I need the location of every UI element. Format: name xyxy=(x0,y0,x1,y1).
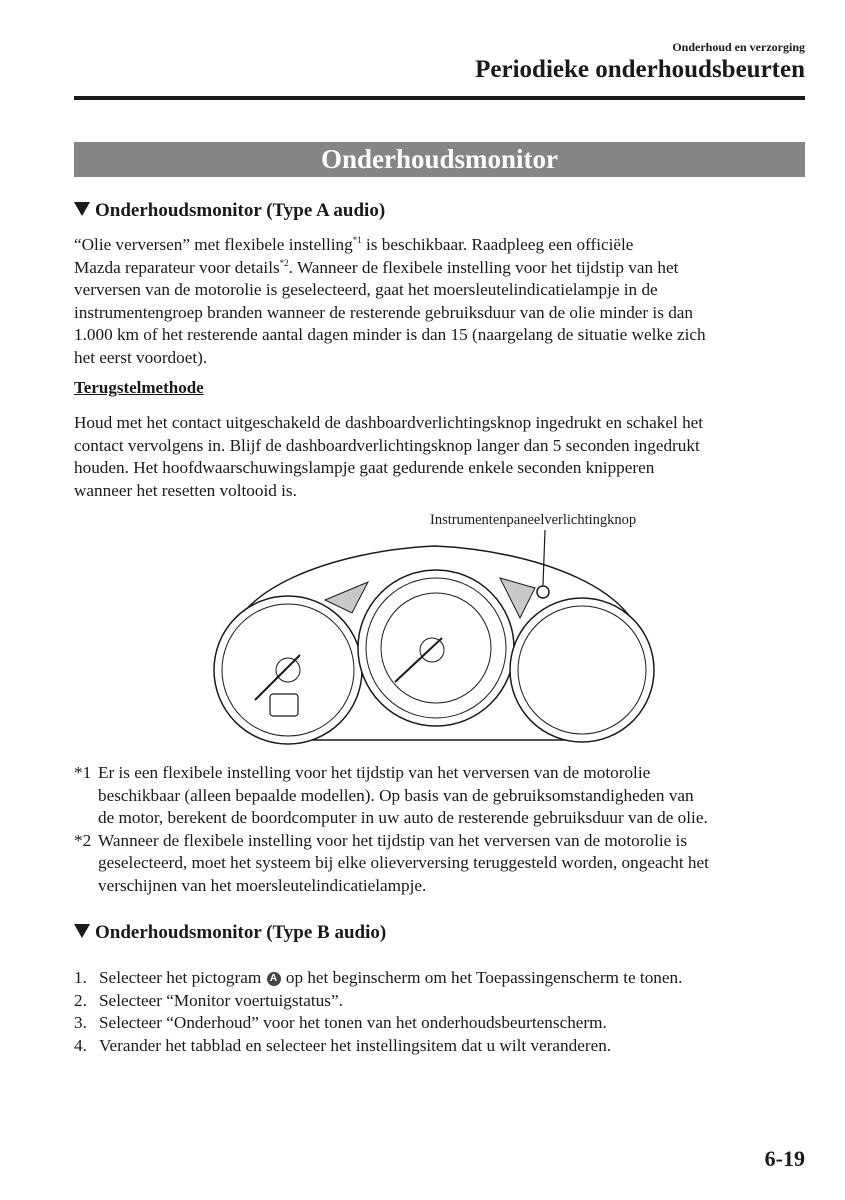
header-section-name: Onderhoud en verzorging xyxy=(672,40,805,54)
left-gauge-display xyxy=(270,694,298,716)
type-a-intro xyxy=(74,234,814,369)
section-banner: Onderhoudsmonitor xyxy=(74,142,805,177)
reset-line: wanneer het resetten voltooid is. xyxy=(74,480,297,500)
type-a-heading xyxy=(74,200,385,222)
triangle-bullet-icon xyxy=(74,924,90,938)
footnote-1 xyxy=(74,762,814,830)
intro-line: verversen van de motorolie is geselecteerd, gaat het moersleutelindicatielampje in de xyxy=(74,280,658,299)
footnote-2 xyxy=(74,830,814,898)
footnote-line: Er is een flexibele instelling voor het tijdstip van het verversen van de motorolie xyxy=(98,763,651,782)
intro-line: Mazda reparateur voor details$^{*2}$. Wanneer de flexibele instelling voor het tijdstip van het xyxy=(74,257,679,277)
footnote-ref: *2 xyxy=(279,257,289,268)
list-item: 4. Verander het tabblad en selecteer het instellingsitem dat u wilt veranderen. xyxy=(74,1035,612,1055)
intro-line: instrumentengroep branden wanneer de resterende gebruiksduur van de olie minder is dan xyxy=(74,302,694,322)
right-gauge-inner xyxy=(518,606,646,734)
footnote-line: Wanneer de flexibele instelling voor het tijdstip van het verversen van de motorolie is xyxy=(98,830,688,850)
list-item: 1. Selecteer het pictogram A op het beginscherm om het Toepassingenscherm te tonen. xyxy=(74,968,683,987)
footnote-line: verschijnen van het moersleutelindicatielampje. xyxy=(98,875,427,895)
footnote-mark: *2 xyxy=(74,830,92,850)
footnote-mark: *1 xyxy=(74,763,92,782)
footnote-line: beschikbaar (alleen bepaalde modellen). Op basis van de gebruiksomstandigheden van xyxy=(98,785,694,805)
page-number: 6-19 xyxy=(764,1146,805,1171)
type-a-heading-text: Onderhoudsmonitor (Type A audio) xyxy=(95,200,386,221)
type-b-heading-text: Onderhoudsmonitor (Type B audio) xyxy=(95,922,387,943)
vent-triangle-left xyxy=(325,582,368,613)
intro-line: “Olie verversen” met flexibele instelling$^{*1}$ is beschikbaar. Raadpleeg een officiële xyxy=(74,235,634,254)
footnote-line: geselecteerd, moet het systeem bij elke olieverversing teruggesteld worden, ongeacht het xyxy=(98,853,709,872)
footnote-line: de motor, berekent de boordcomputer in uw auto de resterende gebruiksduur van de olie. xyxy=(98,808,708,827)
intro-line: het eerst voordoet). xyxy=(74,347,208,367)
instrument-cluster-figure xyxy=(200,530,670,755)
header-rule xyxy=(74,96,805,100)
applications-icon: A xyxy=(267,972,281,986)
center-gauge-face xyxy=(381,593,491,703)
list-item: 2. Selecteer “Monitor voertuigstatus”. xyxy=(74,990,343,1010)
intro-line: 1.000 km of het resterende aantal dagen minder is dan 15 (naargelang de situatie welke zich xyxy=(74,325,706,344)
type-b-steps xyxy=(74,967,682,1057)
reset-line: contact vervolgens in. Blijf de dashboardverlichtingsknop langer dan 5 seconden ingedrukt xyxy=(74,435,700,455)
reset-method-heading: Terugstelmethode xyxy=(74,378,204,397)
list-item: 3. Selecteer “Onderhoud” voor het tonen van het onderhoudsbeurtenscherm. xyxy=(74,1013,607,1032)
page-title: Periodieke onderhoudsbeurten xyxy=(475,56,805,83)
callout-leader-line xyxy=(543,530,545,585)
panel-light-button-icon xyxy=(537,586,549,598)
reset-method-text xyxy=(74,412,814,502)
figure-callout-label: Instrumentenpaneelverlichtingknop xyxy=(430,512,637,528)
triangle-bullet-icon xyxy=(74,202,90,216)
reset-line: Houd met het contact uitgeschakeld de dashboardverlichtingsknop ingedrukt en schakel het xyxy=(74,413,704,432)
footnote-ref: *1 xyxy=(352,235,362,245)
reset-line: houden. Het hoofdwaarschuwingslampje gaat gedurende enkele seconden knipperen xyxy=(74,458,655,477)
type-b-heading xyxy=(74,922,386,944)
footnotes xyxy=(74,762,814,897)
